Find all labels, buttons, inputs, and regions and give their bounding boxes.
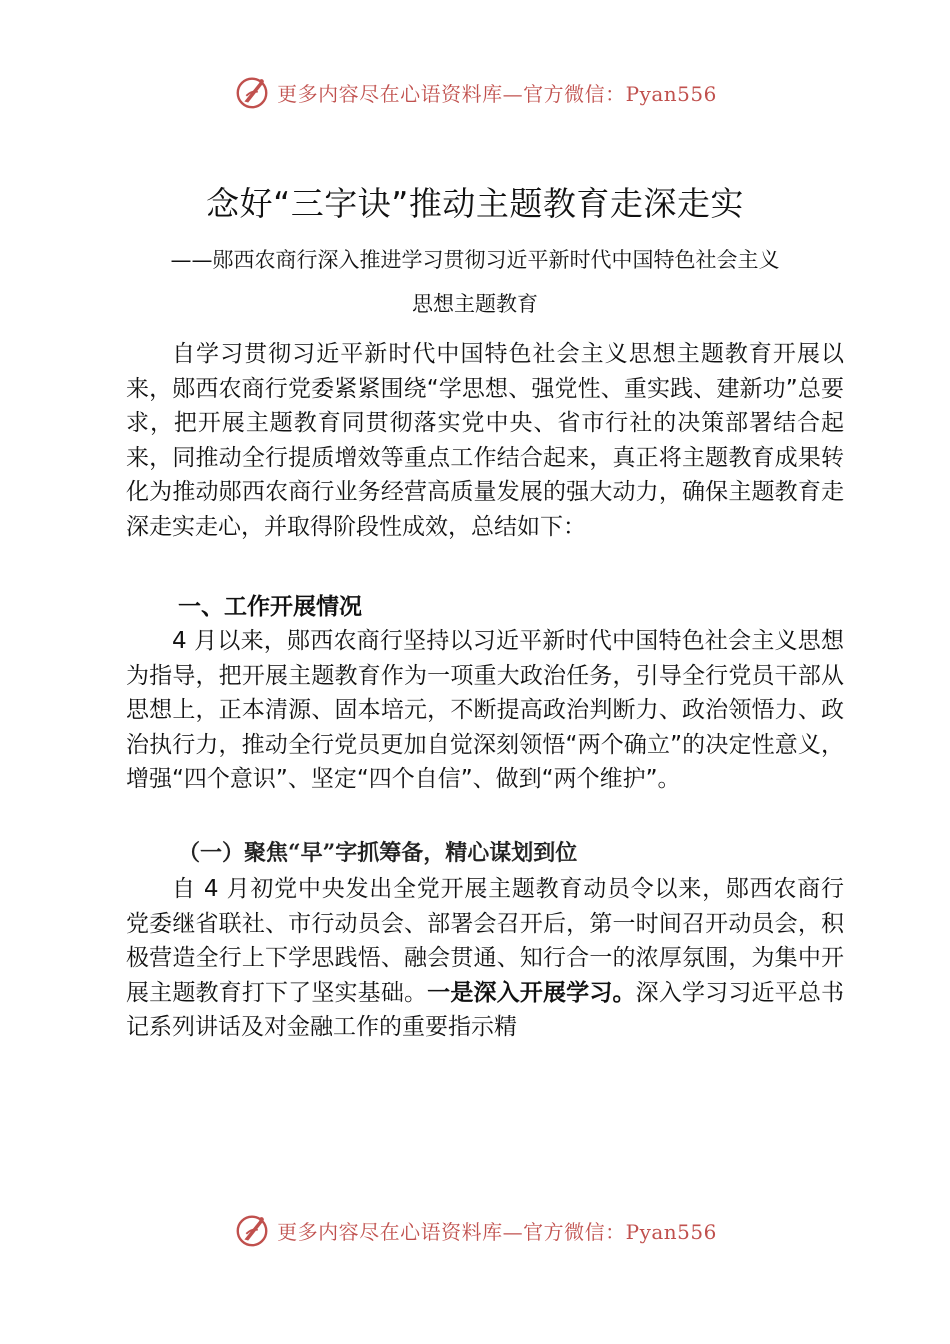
- intro-paragraph: 自学习贯彻习近平新时代中国特色社会主义思想主题教育开展以来，郧西农商行党委紧紧围绕“学思想、强党性、重实践、建新功”总要求，把开展主题教育同贯彻落实党中央、省市行社的决策部署结合起来，同推动全行提质增效等重点工作结合起来，真正将主题教育成果转化为推动郧西农商行业务经营高质量发展的强大动力，确保主题教育走深走实走心，并取得阶段性成效，总结如下：: [126, 341, 844, 540]
- document-subtitle-line-2: 思想主题教育: [412, 292, 538, 316]
- subsection-1-text-a: 自 4 月初党中央发出全党开展主题教育动员令以来，郧西农商行党委继省联社、市行动员会、部署会召开后，第一时间召开动员会，积极营造全行上下学思践悟、融会贯通、知行合一的浓厚氛围，为集中开展主题教育打下了坚实基础。: [126, 876, 844, 1006]
- footer-watermark-banner: [0, 1208, 950, 1252]
- quill-seal-logo-icon: [233, 73, 271, 111]
- document-title: 念好“三字诀”推动主题教育走深走实: [206, 184, 744, 223]
- document-subtitle-line-1: ——郧西农商行深入推进学习贯彻习近平新时代中国特色社会主义: [170, 248, 780, 272]
- subsection-1-bold-lead: 一是深入开展学习。: [427, 979, 636, 1006]
- subsection-1-text-b: 深入学习习近平总书记系列讲话及对金融工作的重要指示精: [126, 979, 845, 1041]
- quill-seal-logo-icon: [233, 1211, 271, 1249]
- subsection-1-heading: （一）聚焦“早”字抓筹备，精心谋划到位: [178, 840, 578, 866]
- section-1-heading: 一、工作开展情况: [178, 594, 362, 620]
- section-1-paragraph: 4 月以来，郧西农商行坚持以习近平新时代中国特色社会主义思想为指导，把开展主题教育作为一项重大政治任务，引导全行党员干部从思想上，正本清源、固本培元，不断提高政治判断力、政治领悟力、政治执行力，推动全行党员更加自觉深刻领悟“两个确立”的决定性意义，增强“四个意识”、坚定“四个自信”、做到“两个维护”。: [126, 628, 844, 793]
- subsection-1-paragraph: [126, 872, 844, 1045]
- header-watermark-text: 更多内容尽在心语资料库—官方微信：Pyan556: [277, 81, 717, 106]
- footer-watermark-text: 更多内容尽在心语资料库—官方微信：Pyan556: [277, 1219, 717, 1244]
- header-watermark-banner: [0, 70, 950, 114]
